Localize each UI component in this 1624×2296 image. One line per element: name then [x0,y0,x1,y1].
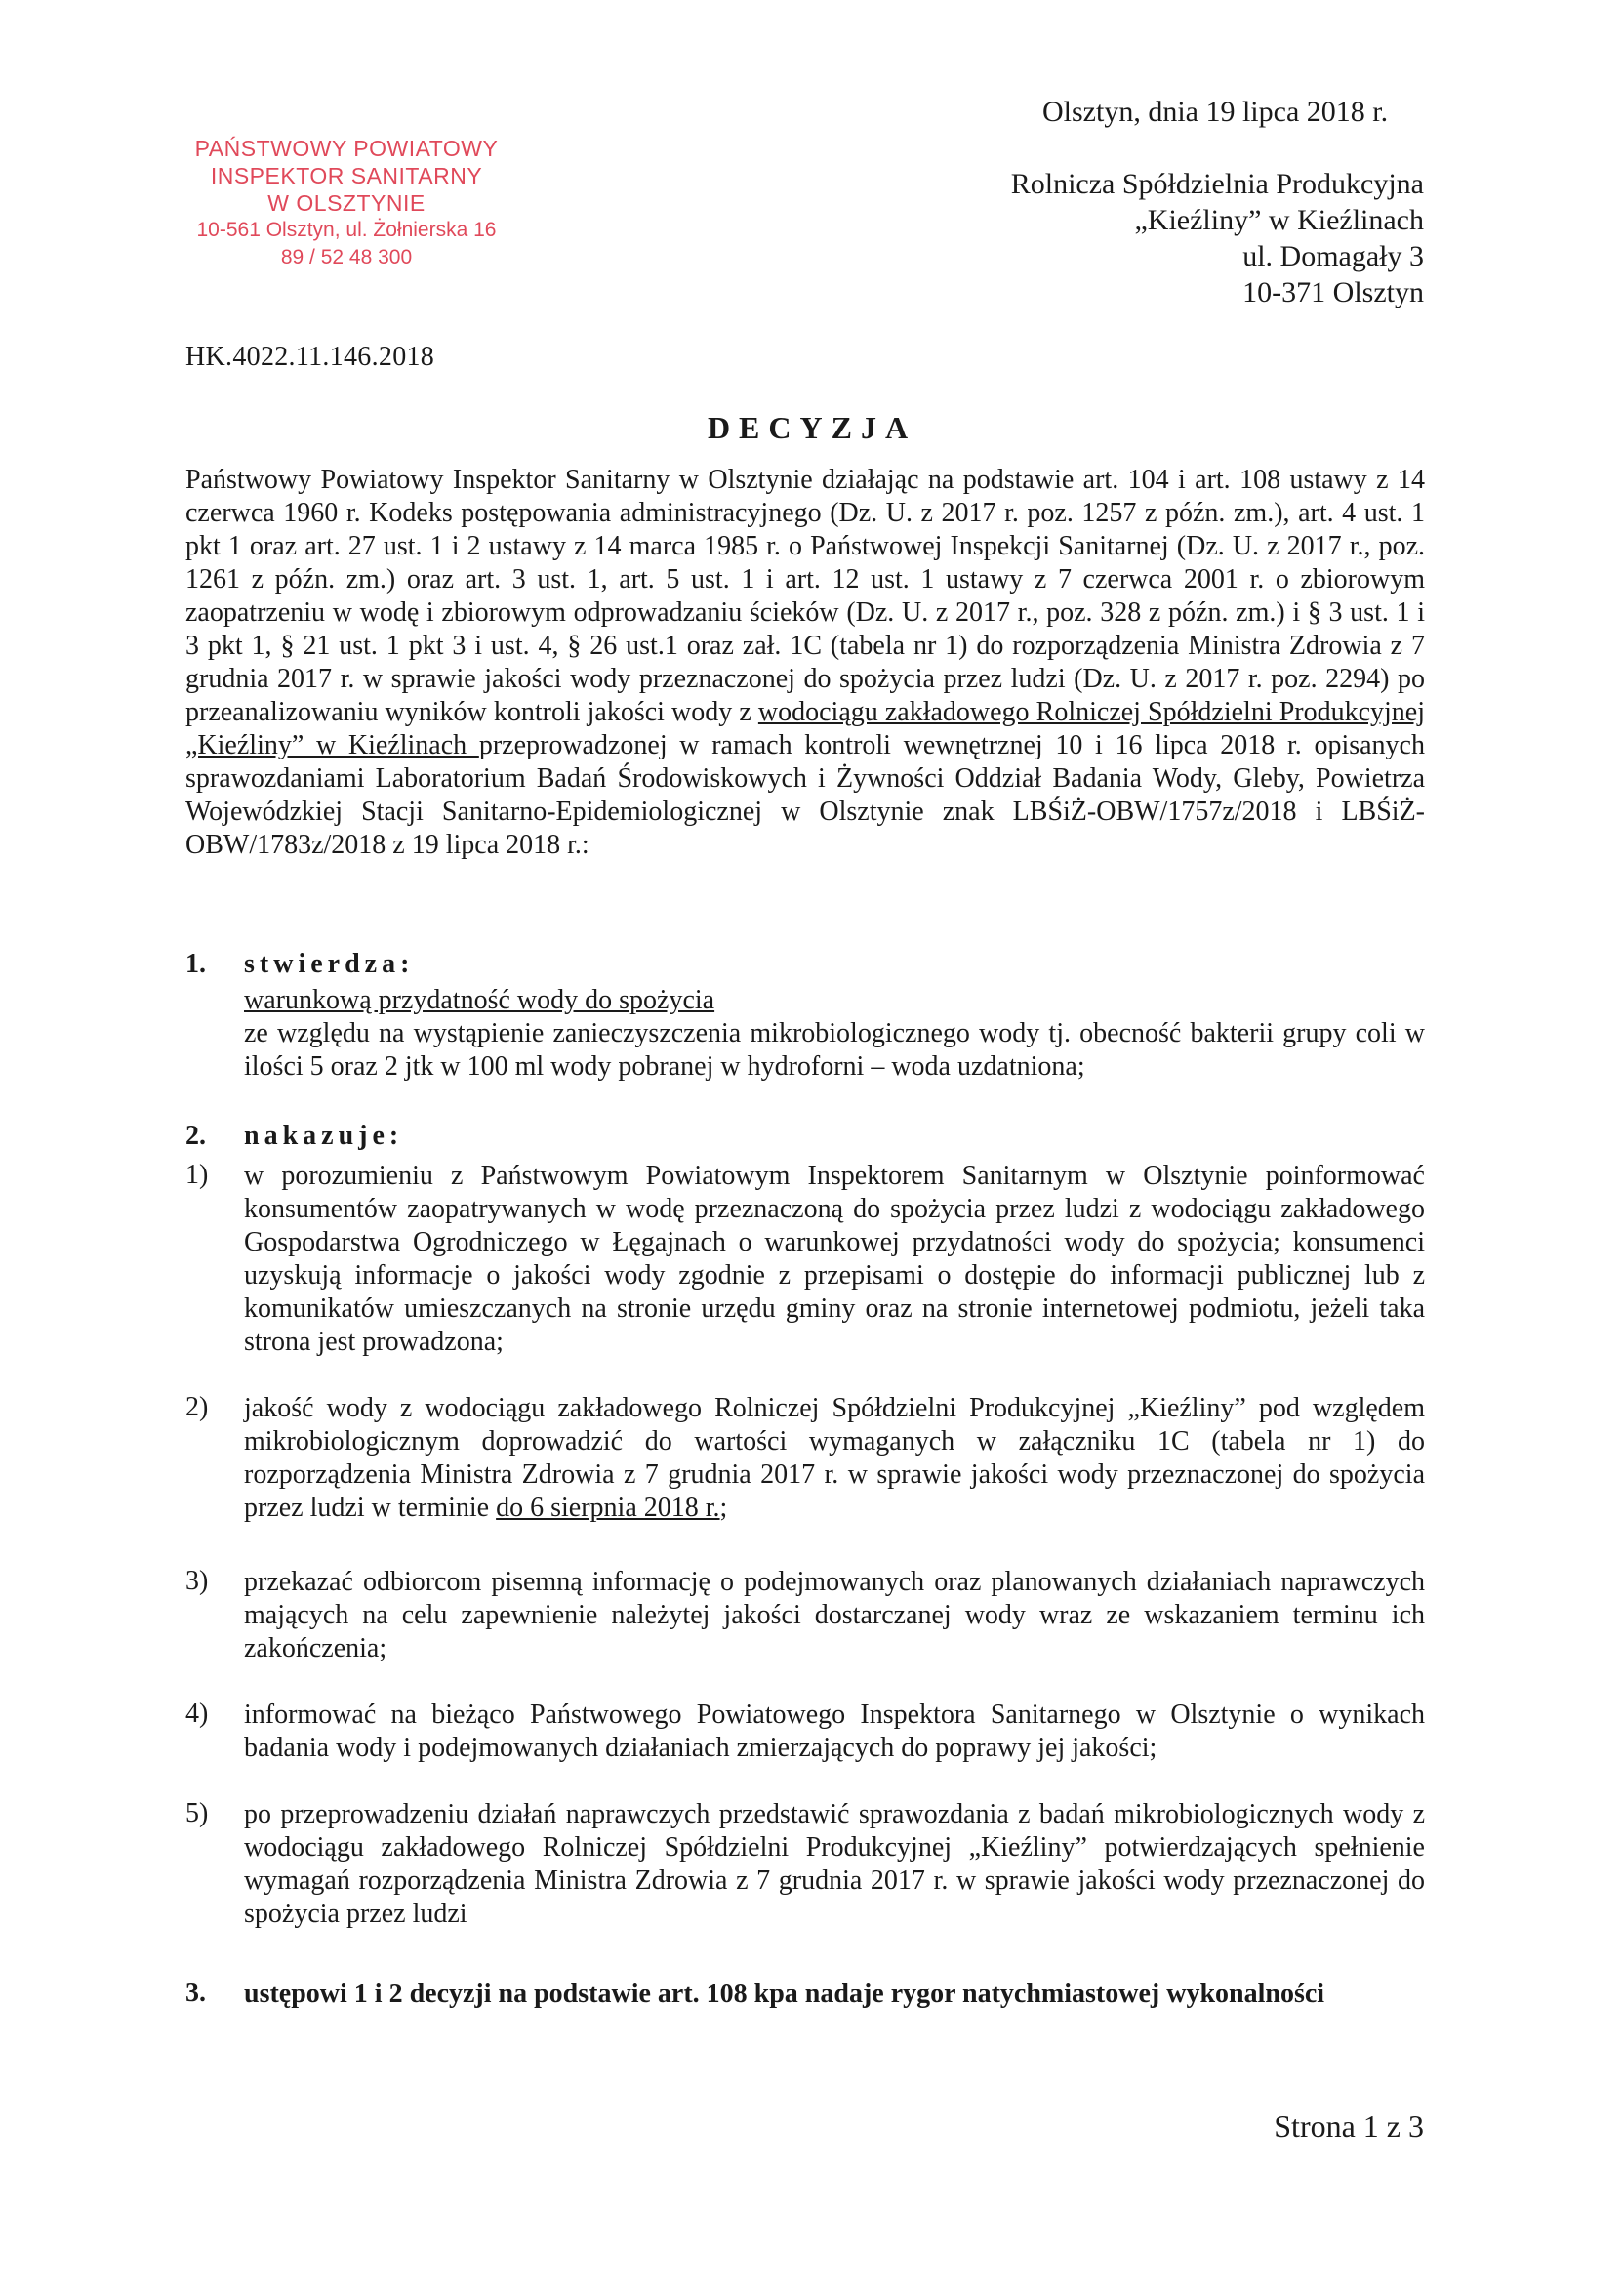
item-3-number: 3) [185,1566,209,1596]
section-3-text: ustępowi 1 i 2 decyzji na podstawie art. 108 kpa nadaje rygor natychmiastowej wykonalności [244,1979,1325,2009]
item-2-deadline: do 6 sierpnia 2018 r. [496,1493,720,1523]
section-2-number: 2. [185,1121,206,1151]
item-3-text: przekazać odbiorcom pisemną informację o podejmowanych oraz planowanych działaniach naprawczych mających na celu zapewnienie należytej jakości dostarczanej wody wraz ze wskazaniem terminu ich zakończenia; [244,1567,1425,1663]
item-5-text: po przeprowadzeniu działań naprawczych przedstawić sprawozdania z badań mikrobiologicznych wody z wodociągu zakładowego Rolniczej Spółdzielni Produkcyjnej „Kieźliny” potwierdzających spełnienie wymagań rozporządzenia Ministra Zdrowia z 7 grudnia 2017 r. w sprawie jakości wody przeznaczonej do spożycia przez ludzi [244,1799,1425,1929]
section-3-number: 3. [185,1978,206,2008]
item-4-number: 4) [185,1699,209,1729]
intro-underlined: wodociągu zakładowego Rolniczej Spółdzielni Produkcyjnej „Kieźliny” w Kieźlinach [185,697,1426,760]
item-2-number: 2) [185,1392,209,1422]
document-title: DECYZJA [707,410,917,445]
stamp-line-5: 89 / 52 48 300 [280,246,413,268]
item-5-number: 5) [185,1798,209,1828]
item-2-tail: ; [719,1493,728,1523]
section-1-number: 1. [185,949,206,979]
intro-text-1: Państwowy Powiatowy Inspektor Sanitarny w Olsztynie działając na podstawie art. 104 i art. 108 ustawy z 14 czerwca 1960 r. Kodeks postępowania administracyjnego (Dz. U. z 2017 r. poz. 1257 z późn. zm.), art. 4 ust. 1 pkt 1 oraz art. 27 ust. 1 i 2 ustawy z 14 marca 1985 r. o Państwowej Inspekcji Sanitarnej (Dz. U. z 2017 r., poz. 1261 z późn. zm.) oraz art. 3 ust. 1, art. 5 ust. 1 i art. 12 ust. 1 ustawy z 7 czerwca 2001 r. o zbiorowym zaopatrzeniu w wodę i zbiorowym odprowadzaniu ścieków (Dz. U. z 2017 r., poz. 328 z późn. zm.) i § 3 ust. 1 i 3 pkt 1, § 21 ust. 1 pkt 3 i ust. 4, § 26 ust.1 oraz zał. 1C (tabela nr 1) do rozporządzenia Ministra Zdrowia z 7 grudnia 2017 r. w sprawie jakości wody przeznaczonej do spożycia przez ludzi (Dz. U. z 2017 r. poz. 2294) po przeanalizowaniu wyników kontroli jakości wody z [185,465,1425,727]
item-1-text: w porozumieniu z Państwowym Powiatowym Inspektorem Sanitarnym w Olsztynie poinformować konsumentów zaopatrywanych w wodę przeznaczoną do spożycia przez ludzi z wodociągu zakładowego Gospodarstwa Ogrodniczego w Łęgajnach o warunkowej przydatności wody do spożycia; konsumenci uzyskują informacje o jakości wody zgodnie z przepisami o dostępie do informacji publicznej lub z komunikatów umieszczanych na stronie urzędu gminy oraz na stronie internetowej podmiotu, jeżeli taka strona jest prowadzona; [244,1161,1425,1357]
item-4-text: informować na bieżąco Państwowego Powiatowego Inspektora Sanitarnego w Olsztynie o wynikach badania wody i podejmowanych działaniach zmierzających do poprawy jej jakości; [244,1700,1425,1763]
page-number: Strona 1 z 3 [1274,2109,1424,2144]
stamp-line-4: 10-561 Olsztyn, ul. Żołnierska 16 [196,219,497,241]
section-1-text: ze względu na wystąpienie zanieczyszczenia mikrobiologicznego wody tj. obecność bakterii grupy coli w ilości 5 oraz 2 jtk w 100 ml wody pobranej w hydroforni – woda uzdatniona; [244,1018,1425,1082]
section-1-underlined: warunkową przydatność wody do spożycia [244,985,715,1015]
stamp-line-2: INSPEKTOR SANITARNY [210,163,483,188]
stamp-line-3: W OLSZTYNIE [267,190,426,216]
document-date: Olsztyn, dnia 19 lipca 2018 r. [1042,96,1389,128]
intro-text-2: przeprowadzonej w ramach kontroli wewnętrznej 10 i 16 lipca 2018 r. opisanych sprawozdaniami Laboratorium Badań Środowiskowych i Żywności Oddział Badania Wody, Gleby, Powietrza Wojewódzkiej Stacji Sanitarno-Epidemiologicznej w Olsztynie znak LBŚiŻ-OBW/1757z/2018 i LBŚiŻ-OBW/1783z/2018 z 19 lipca 2018 r.: [185,730,1425,860]
recipient-line-1: Rolnicza Spółdzielnia Produkcyjna [1010,168,1424,200]
recipient-line-4: 10-371 Olsztyn [1242,276,1424,308]
item-1-number: 1) [185,1160,209,1190]
recipient-line-3: ul. Domagały 3 [1242,240,1424,272]
recipient-line-2: „Kieźliny” w Kieźlinach [1134,204,1424,236]
section-1-heading: stwierdza: [244,949,415,979]
office-stamp [156,135,537,271]
section-1-body [244,984,1425,1084]
case-signature: HK.4022.11.146.2018 [185,342,435,372]
recipient-address [916,166,1424,310]
item-2-body [244,1392,1425,1525]
stamp-line-1: PAŃSTWOWY POWIATOWY [194,136,499,161]
section-2-heading: nakazuje: [244,1121,404,1151]
item-2-text: jakość wody z wodociągu zakładowego Rolniczej Spółdzielni Produkcyjnej „Kieźliny” pod względem mikrobiologicznym doprowadzić do wartości wymaganych w załączniku 1C (tabela nr 1) do rozporządzenia Ministra Zdrowia z 7 grudnia 2017 r. w sprawie jakości wody przeznaczonej do spożycia przez ludzi w terminie [244,1393,1425,1523]
intro-paragraph [185,464,1425,862]
